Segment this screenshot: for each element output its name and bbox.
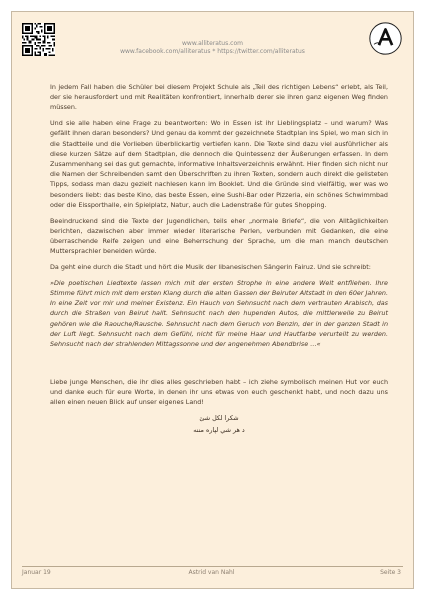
paragraph-4: Da geht eine durch die Stadt und hört die Musik der libanesischen Sängerin Fairuz. Und sie schreibt: (50, 263, 371, 272)
website-link[interactable]: www.alliteratus.com (182, 40, 243, 47)
paragraph-5: Liebe junge Menschen, die ihr dies alles geschrieben habt – ich ziehe symbolisch meinen Hut vor euch und danke euch für eure Worte, in denen ihr uns etwas von euch geschenkt habt, und noch dazu uns allen einen neuen Blick auf unser eigenes Land! (50, 377, 388, 407)
arabic-line-2: د هر شي لپاره مننه (193, 426, 245, 435)
article-body (50, 82, 388, 435)
paragraph-2: Und sie alle haben eine Frage zu beantworten: Wo in Essen ist ihr Lieblingsplatz – und warum? Was gefällt ihnen daran besonders? Und genau da kommt der gezeichnete Stadtplan ins Spiel, wo man sich in die Stadtteile und die Vorlieben überblickartig vertiefen kann. Die Texte sind dazu viel ausführlicher als diese kurzen Sätze auf dem Stadtplan, die dennoch die Quintessenz der Äußerungen erfassen. In dem Zusammenhang sei das gut gemachte, informative Inhaltsverzeichnis erwähnt. Hier finden sich nicht nur die Namen der Schreibenden samt den Überschriften zu ihren Texten, sondern auch direkt die gelisteten Tipps, sodass man dazu gezielt nachlesen kann im Booklet. Und die Gründe sind vielfältig, wer was wo besonders liebt: das beste Kino, das beste Essen, eine Sushi-Bar oder Pizzeria, ein schönes Schwimmbad oder die Eissporthalle, ein Spielplatz, Natur, auch die Ladenstraße für gutes Shopping. (50, 119, 388, 209)
paragraph-1: In jedem Fall haben die Schüler bei diesem Projekt Schule als „Teil des richtigen Lebens“ erlebt, als Teil, der sie herausfordert und mit Realitäten konfrontiert, innerhalb derer sie ihren ganz eigenen Weg finden müssen. (50, 83, 388, 112)
footer-date: Januar 19 (22, 569, 51, 576)
footer-divider (22, 566, 403, 567)
social-links[interactable]: www.facebook.com/alliteratus * https://twitter.com/alliteratus (120, 48, 305, 55)
paragraph-3: Beeindruckend sind die Texte der Jugendlichen, teils eher „normale Briefe“, die von Alltäglichkeiten berichten, dazwischen aber immer wieder literarische Perlen, verbunden mit Gedanken, die eine überraschende Reife zeigen und eine Beherrschung der Sprache, um die man manch deutschen Muttersprachler beneiden würde. (50, 216, 388, 256)
document-page (11, 11, 414, 589)
arabic-line-1: شكرا لكل شئ (199, 414, 239, 423)
quote-block: »Die poetischen Liedtexte lassen mich mit der ersten Strophe in eine andere Welt entfliehen. Ihre Stimme führt mich mit dem ersten Klang durch die alten Gassen der Beiruter Altstadt in den 60er Jahren. In eine Zeit vor mir und meiner Existenz. Ein Hauch von Sehnsucht nach dem vertrauten Arabisch, das durch die Straßen von Beirut hallt. Sehnsucht nach den hupenden Autos, die mittlerweile zu Beirut gehören wie die Raouche/Rausche. Sehnsucht nach dem Geruch von Benzin, der in der ganzen Stadt in der Luft liegt. Sehnsucht nach dem Gefühl, nicht für meine Haar und Hautfarbe verurteilt zu werden. Sehnsucht nach der strahlenden Mittagssonne und der angenehmen Abendbrise …« (50, 278, 388, 349)
alliteratus-logo-icon (369, 22, 402, 55)
footer-author: Astrid van Nahl (188, 569, 235, 576)
page-footer (22, 569, 401, 579)
footer-page-number: Seite 3 (380, 569, 401, 576)
spacer (50, 355, 388, 377)
header-links (12, 40, 413, 56)
